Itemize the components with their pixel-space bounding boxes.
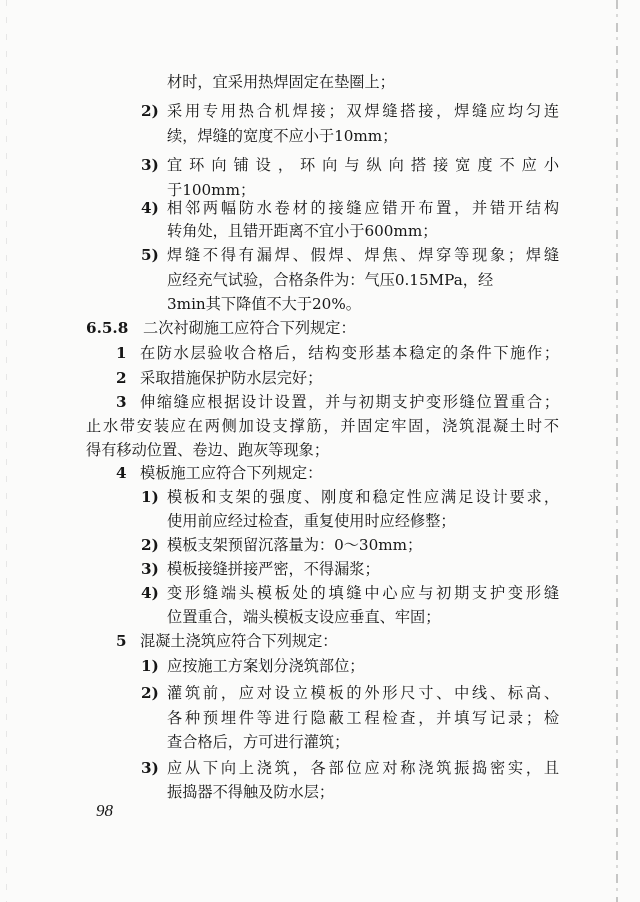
text-line: 采用专用热合机焊接；双焊缝搭接，焊缝应均匀连	[167, 102, 559, 120]
text-line: 应经充气试验，合格条件为：气压0.15MPa，经	[167, 271, 494, 289]
text-line: 查合格后，方可进行灌筑；	[167, 733, 350, 751]
section-title: 二次衬砌施工应符合下列规定：	[143, 319, 356, 337]
item-number: 1)	[141, 488, 159, 506]
text-line: 变形缝端头模板处的填缝中心应与初期支护变形缝	[167, 584, 559, 602]
text-line: 焊缝不得有漏焊、假焊、焊焦、焊穿等现象；焊缝	[167, 246, 559, 264]
clause-number: 2	[116, 369, 127, 387]
text-line: 转角处，且错开距离不宜小于600mm；	[167, 222, 438, 240]
item-number: 2)	[141, 102, 159, 120]
text-line: 各种预埋件等进行隐蔽工程检查，并填写记录；检	[167, 709, 559, 727]
text-line: 位置重合，端头模板支设应垂直、牢固；	[167, 608, 441, 626]
text-line: 于100mm；	[167, 181, 256, 199]
clause-number: 1	[116, 344, 127, 362]
item-number: 1)	[141, 657, 159, 675]
scan-edge-right	[616, 0, 618, 902]
text-line: 伸缩缝应根据设计设置，并与初期支护变形缝位置重合；	[140, 393, 559, 411]
item-number: 5)	[141, 246, 159, 264]
scan-edge-left	[6, 0, 7, 902]
text-line: 灌筑前，应对设立模板的外形尺寸、中线、标高、	[167, 684, 559, 702]
text-line: 应从下向上浇筑，各部位应对称浇筑振捣密实，且	[167, 759, 559, 777]
item-number: 3)	[141, 560, 159, 578]
text-line: 振捣器不得触及防水层；	[167, 783, 335, 801]
text-line: 材时，宜采用热焊固定在垫圈上；	[167, 73, 395, 91]
clause-number: 5	[116, 632, 127, 650]
item-number: 2)	[141, 536, 159, 554]
item-number: 2)	[141, 684, 159, 702]
page-number: 98	[96, 801, 113, 820]
clause-number: 4	[116, 464, 127, 482]
text-line: 3min其下降值不大于20%。	[167, 295, 361, 313]
text-line: 止水带安装应在两侧加设支撑筋，并固定牢固，浇筑混凝土时不	[86, 417, 559, 435]
text-line: 相邻两幅防水卷材的接缝应错开布置，并错开结构	[167, 199, 559, 217]
item-number: 4)	[141, 199, 159, 217]
text-line: 混凝土浇筑应符合下列规定：	[140, 632, 338, 650]
text-line: 模板支架预留沉落量为：0～30mm；	[167, 536, 423, 554]
text-line: 模板接缝拼接严密，不得漏浆；	[167, 560, 380, 578]
text-line: 应按施工方案划分浇筑部位；	[167, 657, 365, 675]
item-number: 4)	[141, 584, 159, 602]
text-line: 采取措施保护防水层完好；	[140, 369, 323, 387]
text-line: 宜环向铺设，环向与纵向搭接宽度不应小	[167, 156, 559, 174]
clause-number: 3	[116, 393, 127, 411]
text-line: 续，焊缝的宽度不应小于10mm；	[167, 127, 398, 145]
text-line: 在防水层验收合格后，结构变形基本稳定的条件下施作；	[140, 344, 559, 362]
text-line: 模板施工应符合下列规定：	[140, 464, 323, 482]
item-number: 3)	[141, 156, 159, 174]
section-number: 6.5.8	[86, 319, 129, 337]
text-line: 模板和支架的强度、刚度和稳定性应满足设计要求，	[167, 488, 559, 506]
text-line: 得有移动位置、卷边、跑灰等现象；	[86, 441, 329, 459]
text-line: 使用前应经过检查，重复使用时应经修整；	[167, 512, 456, 530]
item-number: 3)	[141, 759, 159, 777]
